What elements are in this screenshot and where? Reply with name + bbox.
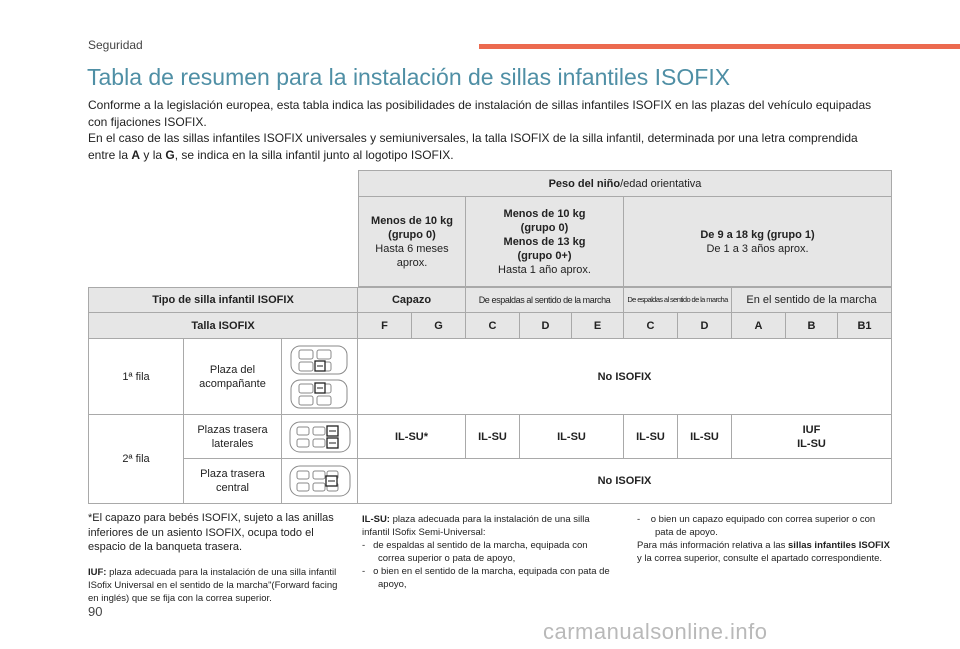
intro-text xyxy=(88,97,888,163)
size-cell: D xyxy=(520,313,572,339)
group-0plus-header: Menos de 10 kg (grupo 0) Menos de 13 kg (grupo 0+) Hasta 1 año aprox. xyxy=(466,197,624,287)
intro-paragraph-2: En el caso de las sillas infantiles ISOFIX universales y semiuniversales, la talla ISOFIX de la silla infantil, determinada por una letra comprendida entre la A y la G, se indica en la silla infantil junto al logotipo ISOFIX. xyxy=(88,131,858,162)
car-seat-front-icon xyxy=(287,342,353,412)
type-forward: En el sentido de la marcha xyxy=(732,287,892,313)
size-cell: A xyxy=(732,313,786,339)
size-cell: B1 xyxy=(838,313,892,339)
page-number: 90 xyxy=(88,604,103,619)
rear-lateral-value: IL-SU xyxy=(520,415,624,459)
size-cell: F xyxy=(358,313,412,339)
size-cell: D xyxy=(678,313,732,339)
isofix-info-note: - o bien un capazo equipado con correa superior o con pata de apoyo. Para más información relativa a las sillas infantiles ISOFIX y la correa superior, consulte el apartado correspondiente. xyxy=(637,514,890,564)
rear-center-value: No ISOFIX xyxy=(358,459,892,504)
type-capazo: Capazo xyxy=(358,287,466,313)
page-title: Tabla de resumen para la instalación de sillas infantiles ISOFIX xyxy=(87,64,731,90)
iuf-note: IUF: plaza adecuada para la instalación de una silla infantil ISofix Universal en el sentido de la marcha"(Forward facing en inglés) que se fija con la correa superior. xyxy=(88,567,338,604)
accent-bar xyxy=(479,44,960,49)
type-rearward-2: De espaldas al sentido de la marcha xyxy=(624,287,732,313)
size-cell: E xyxy=(572,313,624,339)
rear-lateral-label: Plazas trasera laterales xyxy=(184,415,282,459)
size-label: Talla ISOFIX xyxy=(88,313,358,339)
weight-header: Peso del niño/edad orientativa xyxy=(358,170,892,197)
passenger-seat-label: Plaza del acompañante xyxy=(184,339,282,415)
row2-label: 2ª fila xyxy=(88,415,184,504)
rear-lateral-value: IL-SU xyxy=(624,415,678,459)
row1-label: 1ª fila xyxy=(88,339,184,415)
type-rearward: De espaldas al sentido de la marcha xyxy=(466,287,624,313)
star-note: *El capazo para bebés ISOFIX, sujeto a las anillas inferiores de un asiento ISOFIX, ocupa todo el espacio de la banqueta trasera. xyxy=(88,512,334,553)
rear-lateral-diagram xyxy=(282,415,358,459)
ilsu-note: IL-SU: plaza adecuada para la instalación de una silla infantil ISofix Semi-Universal: - de espaldas al sentido de la marcha, equipada con correa superior o pata de apoyo, - o bien en el sentido de la marcha, equipada con pata de apoyo, xyxy=(362,514,610,590)
size-cell: C xyxy=(466,313,520,339)
rear-lateral-value: IL-SU xyxy=(678,415,732,459)
rear-lateral-value: IL-SU* xyxy=(358,415,466,459)
passenger-seat-diagram xyxy=(282,339,358,415)
group-1-header: De 9 a 18 kg (grupo 1) De 1 a 3 años aprox. xyxy=(624,197,892,287)
rear-center-label: Plaza trasera central xyxy=(184,459,282,504)
car-seat-rear-lateral-icon xyxy=(287,419,353,455)
intro-paragraph-1: Conforme a la legislación europea, esta tabla indica las posibilidades de instalación de sillas infantiles ISOFIX en las plazas del vehículo equipadas con fijaciones ISOFIX. xyxy=(88,98,872,129)
rear-center-diagram xyxy=(282,459,358,504)
rear-lateral-forward-value: IUF IL-SU xyxy=(732,415,892,459)
section-title: Seguridad xyxy=(88,38,143,52)
car-seat-rear-center-icon xyxy=(287,463,353,499)
size-cell: C xyxy=(624,313,678,339)
rear-lateral-value: IL-SU xyxy=(466,415,520,459)
row1-value: No ISOFIX xyxy=(358,339,892,415)
type-label: Tipo de silla infantil ISOFIX xyxy=(88,287,358,313)
isofix-table xyxy=(88,170,892,504)
group-0-header: Menos de 10 kg (grupo 0) Hasta 6 meses aprox. xyxy=(358,197,466,287)
watermark: carmanualsonline.info xyxy=(543,619,768,644)
size-cell: G xyxy=(412,313,466,339)
size-cell: B xyxy=(786,313,838,339)
